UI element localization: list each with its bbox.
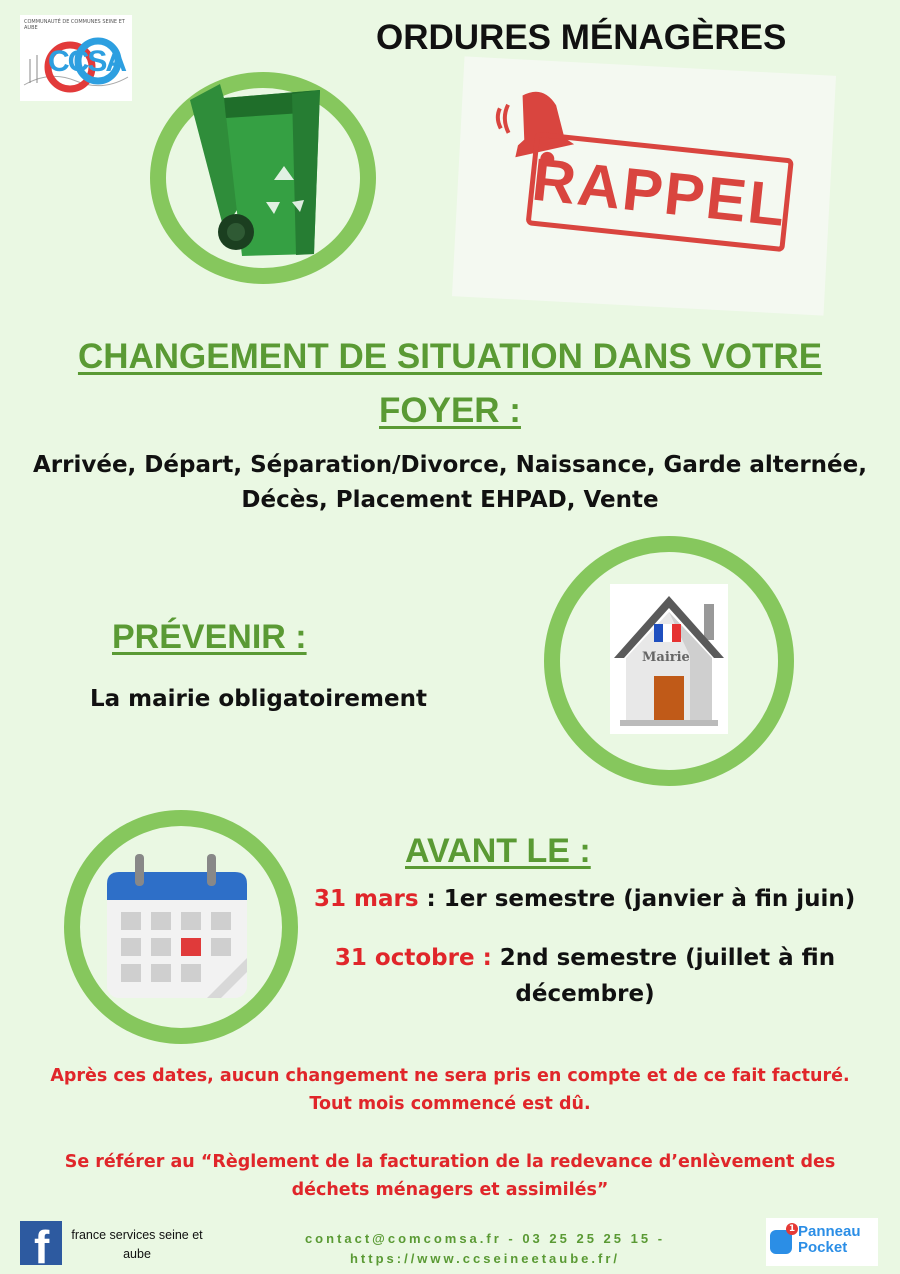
prevenir-title: PRÉVENIR : xyxy=(112,618,307,656)
reference-block xyxy=(0,1148,900,1204)
situations-line2: Décès, Placement EHPAD, Vente xyxy=(241,487,659,513)
trash-bin-icon xyxy=(180,70,340,274)
mairie-house-icon xyxy=(610,584,728,734)
contact-block xyxy=(270,1229,700,1269)
date1-label: 31 mars xyxy=(314,886,419,912)
avant-title: AVANT LE : xyxy=(405,832,591,870)
calendar-icon xyxy=(105,850,250,1004)
panneau-pocket-text: Panneau Pocket xyxy=(798,1223,861,1256)
logo-text: CCSA xyxy=(48,45,126,78)
rappel-stamp-box xyxy=(526,131,794,252)
facebook-page-text[interactable]: france services seine et aube xyxy=(71,1228,203,1261)
notice-block xyxy=(0,1062,900,1118)
contact-website[interactable]: https://www.ccseineetaube.fr/ xyxy=(349,1251,620,1266)
page-title: ORDURES MÉNAGÈRES xyxy=(376,18,787,57)
date2-block xyxy=(300,940,870,1012)
reference-line2: déchets ménagers et assimilés” xyxy=(291,1180,609,1200)
date1-text: : 1er semestre (janvier à fin juin) xyxy=(418,886,856,912)
ccsa-logo xyxy=(20,15,132,101)
date1-line xyxy=(314,886,855,912)
notice-line2: Tout mois commencé est dû. xyxy=(309,1094,591,1114)
notice-line1: Après ces dates, aucun changement ne sera pris en compte et de ce fait facturé. xyxy=(50,1066,850,1086)
date2-label: 31 octobre : xyxy=(334,945,492,971)
date2-text-line2: décembre) xyxy=(515,981,655,1007)
change-title xyxy=(0,330,900,438)
situations-line1: Arrivée, Départ, Séparation/Divorce, Naissance, Garde alternée, xyxy=(33,452,867,478)
reference-line1: Se référer au “Règlement de la facturation de la redevance d’enlèvement des xyxy=(64,1152,836,1172)
logo-small-text: COMMUNAUTÉ DE COMMUNES SEINE ET AUBE xyxy=(24,19,125,31)
prevenir-text: La mairie obligatoirement xyxy=(90,686,427,712)
panneau-pocket-logo[interactable] xyxy=(766,1218,878,1266)
change-title-line1: CHANGEMENT DE SITUATION DANS VOTRE xyxy=(77,337,823,376)
facebook-icon[interactable]: f xyxy=(20,1221,62,1265)
change-title-line2: FOYER : xyxy=(379,391,521,430)
panneau-badge: 1 xyxy=(786,1223,798,1235)
mairie-label: Mairie xyxy=(642,650,690,665)
contact-line1[interactable]: contact@comcomsa.fr - 03 25 25 25 15 - xyxy=(304,1231,666,1246)
date2-text: 2nd semestre (juillet à fin xyxy=(491,945,836,971)
rappel-stamp xyxy=(452,56,836,315)
rappel-text: RAPPEL xyxy=(529,145,791,239)
situations-list xyxy=(0,448,900,518)
